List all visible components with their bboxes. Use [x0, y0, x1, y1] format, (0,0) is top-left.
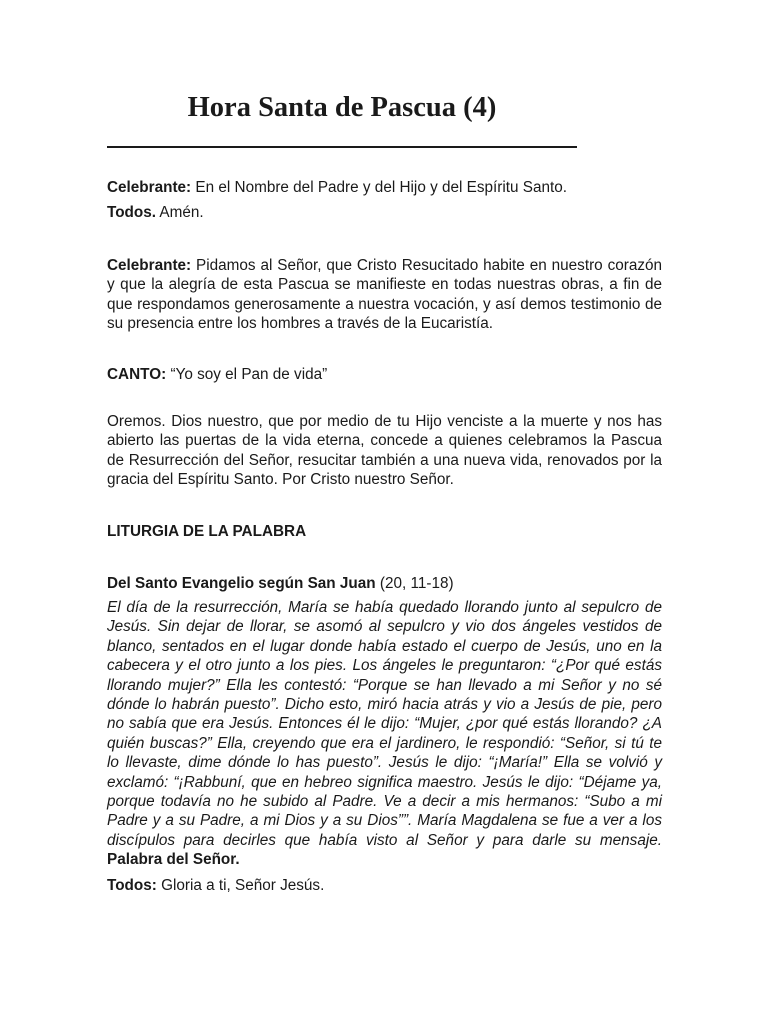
gospel-reading-paragraph: [107, 598, 662, 870]
canto-title: “Yo soy el Pan de vida”: [166, 366, 328, 383]
speaker-label: Todos:: [107, 877, 157, 894]
celebrante-opening-line: [107, 178, 662, 197]
gospel-reference: (20, 11-18): [375, 575, 454, 592]
celebrante-prayer-paragraph: [107, 256, 662, 334]
speaker-label: Todos.: [107, 204, 156, 221]
gospel-title: Del Santo Evangelio según San Juan: [107, 575, 376, 592]
paragraph-text: Pidamos al Señor, que Cristo Resucitado habite en nuestro corazón y que la alegría de esta Pascua se manifieste en todas nuestras obras, a fin de que respondamos generosamente a nuestra vocación, y así demos testimonio de su presencia entre los hombres a través de la Eucaristía.: [107, 257, 662, 333]
speaker-label: Celebrante:: [107, 257, 192, 274]
todos-response-line: [107, 203, 662, 222]
line-text: Gloria a ti, Señor Jesús.: [156, 877, 325, 894]
oremos-paragraph: Oremos. Dios nuestro, que por medio de tu Hijo venciste a la muerte y nos has abierto las puertas de la vida eterna, concede a quienes celebramos la Pascua de Resurrección del Señor, resucitar también a una nueva vida, renovados por la gracia del Espíritu Santo. Por Cristo nuestro Señor.: [107, 413, 662, 489]
todos-gospel-response: [107, 876, 662, 895]
page-title: Hora Santa de Pascua (4): [187, 92, 497, 123]
speaker-label: Celebrante:: [107, 179, 192, 196]
gospel-text: El día de la resurrección, María se había quedado llorando junto al sepulcro de Jesús. Sin dejar de llorar, se asomó al sepulcro y vio dos ángeles vestidos de blanco, sentados en el lugar donde había estado el cuerpo de Jesús, uno en la cabecera y el otro junto a los pies. Los ángeles le preguntaron: “¿Por qué estás llorando mujer?” Ella les contestó: “Porque se han llevado a mi Señor y no sé dónde lo habrán puesto”. Dicho esto, miró hacia atrás y vio a Jesús de pie, pero no sabía que era Jesús. Entonces él le dijo: “Mujer, ¿por qué estás llorando? ¿A quién buscas?” Ella, creyendo que era el jardinero, le respondió: “Señor, si tú te lo llevaste, dime dónde lo has puesto”. Jesús le dijo: “¡María!” Ella se volvió y exclamó: “¡Rabbuní, que en hebreo significa maestro. Jesús le dijo: “Déjame ya, porque todavía no he subido al Padre. Ve a decir a mis hermanos: “Subo a mi Padre y a su Padre, a mi Dios y a su Dios””. María Magdalena se fue a ver a los discípulos para decirles que había visto al Señor y para darle su mensaje.: [107, 599, 662, 849]
canto-label: CANTO:: [107, 366, 167, 383]
gospel-heading: [107, 574, 662, 593]
liturgia-heading: LITURGIA DE LA PALABRA: [107, 523, 307, 540]
line-text: Amén.: [156, 204, 204, 221]
line-text: En el Nombre del Padre y del Hijo y del Espíritu Santo.: [191, 179, 567, 196]
canto-line: [107, 365, 662, 384]
gospel-closing: Palabra del Señor.: [107, 851, 240, 869]
title-divider: [107, 146, 577, 148]
